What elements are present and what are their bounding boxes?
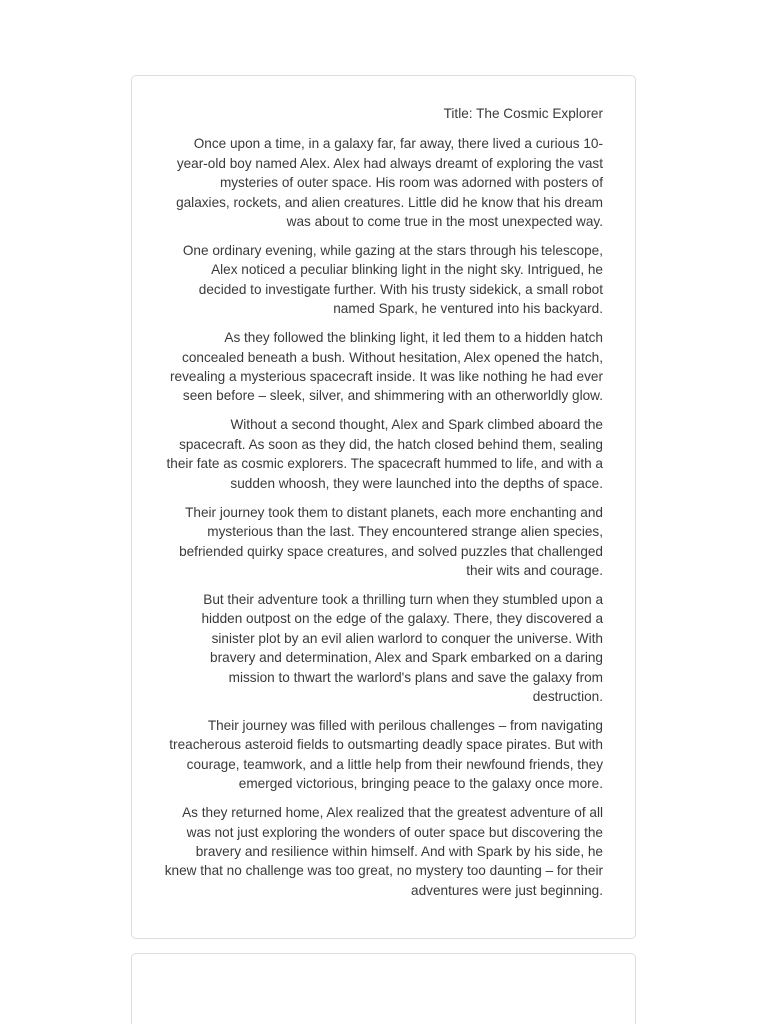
story-paragraph-5: Their journey took them to distant planets, each more enchanting and mysterious than the last. They encountered strange alien species, befriended quirky space creatures, and solved puzzles that challenged their wits and courage. <box>179 504 603 578</box>
story-paragraph-2: One ordinary evening, while gazing at the stars through his telescope, Alex noticed a peculiar blinking light in the night sky. Intrigued, he decided to investigate further. With his trusty sidekick, a small robot named Spark, he ventured into his backyard. <box>182 243 603 317</box>
story-paragraph-7: Their journey was filled with perilous challenges – from navigating treacherous asteroid fields to outsmarting deadly space pirates. But with courage, teamwork, and a little help from their newfound friends, they emerged victorious, bringing peace to the galaxy once more. <box>169 717 603 792</box>
story-card <box>131 75 636 939</box>
story-paragraph-3: As they followed the blinking light, it led them to a hidden hatch concealed beneath a bush. Without hesitation, Alex opened the hatch, revealing a mysterious spacecraft inside. It was like nothing he had ever seen before – sleek, silver, and shimmering with an otherworldly glow. <box>170 330 603 404</box>
story-title: Title: The Cosmic Explorer <box>443 106 603 121</box>
story-paragraph-6: But their adventure took a thrilling turn when they stumbled upon a hidden outpost on the edge of the galaxy. There, they discovered a sinister plot by an evil alien warlord to conquer the universe. With bravery and determination, Alex and Spark embarked on a daring mission to thwart the warlord's plans and save the galaxy from destruction. <box>201 591 603 704</box>
story-body <box>164 104 603 900</box>
story-paragraph-4: Without a second thought, Alex and Spark climbed aboard the spacecraft. As soon as they did, the hatch closed behind them, sealing their fate as cosmic explorers. The spacecraft hummed to life, and with a sudden whoosh, they were launched into the depths of space. <box>166 417 603 491</box>
next-card <box>131 953 636 1024</box>
story-paragraph-8: As they returned home, Alex realized that the greatest adventure of all was not just exploring the wonders of outer space but discovering the bravery and resilience within himself. And with Spark by his side, he knew that no challenge was too great, no mystery too daunting – for their adventures were just beginning. <box>164 805 603 898</box>
story-paragraph-1: Once upon a time, in a galaxy far, far away, there lived a curious 10-year-old boy named Alex. Alex had always dreamt of exploring the vast mysteries of outer space. His room was adorned with posters of galaxies, rockets, and alien creatures. Little did he know that his dream was about to come true in the most unexpected way. <box>176 136 603 230</box>
